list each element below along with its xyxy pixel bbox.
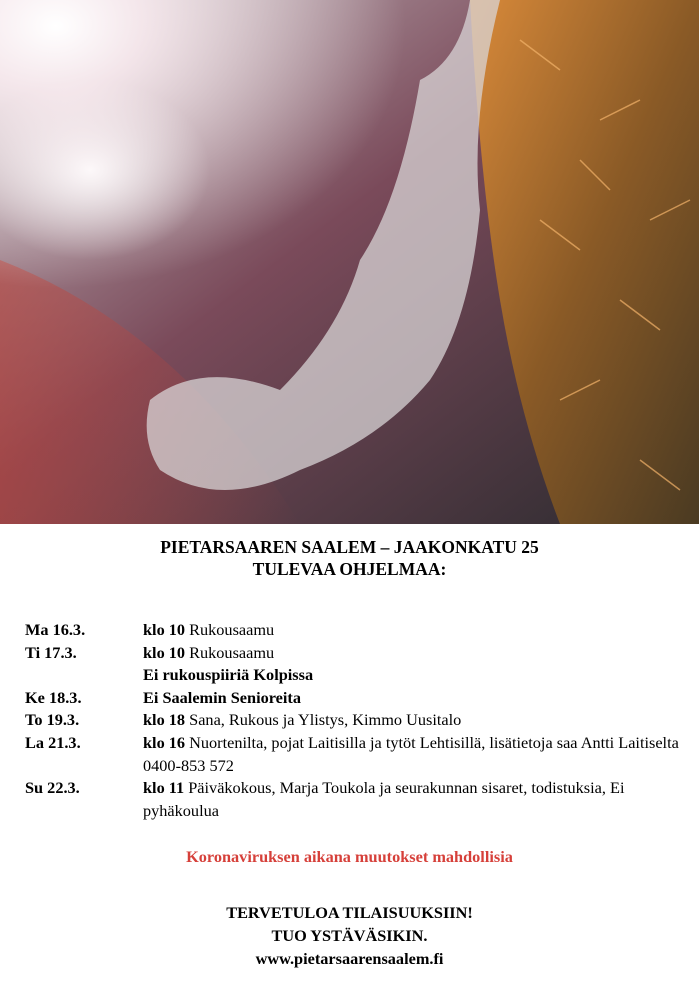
schedule-day: La 21.3.	[25, 732, 81, 752]
schedule-description	[143, 664, 690, 687]
schedule-text: Sana, Rukous ja Ylistys, Kimmo Uusitalo	[185, 710, 462, 730]
schedule-description	[143, 687, 690, 710]
header-title: PIETARSAAREN SAALEM – JAAKONKATU 25	[160, 537, 539, 557]
schedule-row	[25, 777, 690, 822]
schedule-description	[143, 619, 690, 642]
corona-notice: Koronaviruksen aikana muutokset mahdollisia	[186, 847, 513, 866]
schedule-time: klo 11	[143, 778, 185, 798]
schedule-description	[143, 642, 690, 665]
schedule-day: Ti 17.3.	[25, 642, 77, 662]
schedule-bold-text: Ei Saalemin Senioreita	[143, 687, 301, 707]
schedule-bold-text: Ei rukouspiiriä Kolpissa	[143, 665, 314, 685]
schedule-row	[25, 732, 690, 777]
schedule-description	[143, 777, 690, 822]
schedule-list	[25, 619, 690, 822]
header-subtitle: TULEVAA OHJELMAA:	[252, 559, 447, 579]
welcome-text: TERVETULOA TILAISUUKSIIN!	[226, 903, 473, 922]
schedule-text: Rukousaamu	[185, 620, 275, 639]
schedule-time: klo 18	[143, 710, 186, 730]
schedule-description	[143, 732, 690, 777]
event-header	[0, 536, 699, 580]
schedule-day: Ma 16.3.	[25, 620, 86, 639]
footer	[0, 901, 699, 970]
schedule-description	[143, 709, 690, 732]
schedule-row	[25, 687, 690, 710]
schedule-row	[25, 709, 690, 732]
schedule-text: Päiväkokous, Marja Toukola ja seurakunnan sisaret, todistuksia, Ei pyhäkoulua	[143, 778, 625, 820]
schedule-text: Nuortenilta, pojat Laitisilla ja tytöt Lehtisillä, lisätietoja saa Antti Laitiselta 0400-853 572	[143, 732, 679, 775]
schedule-time: klo 16	[143, 732, 186, 752]
website-link[interactable]: www.pietarsaarensaalem.fi	[255, 949, 444, 968]
schedule-day: Ke 18.3.	[25, 687, 82, 707]
schedule-text: Rukousaamu	[185, 642, 275, 662]
schedule-day: To 19.3.	[25, 710, 80, 730]
schedule-row	[25, 642, 690, 665]
schedule-time: klo 10	[143, 642, 186, 662]
schedule-row	[25, 619, 690, 642]
schedule-day: Su 22.3.	[25, 778, 80, 798]
schedule-time: klo 10	[143, 620, 186, 639]
schedule-row	[25, 664, 690, 687]
bring-friend-text: TUO YSTÄVÄSIKIN.	[271, 926, 428, 945]
